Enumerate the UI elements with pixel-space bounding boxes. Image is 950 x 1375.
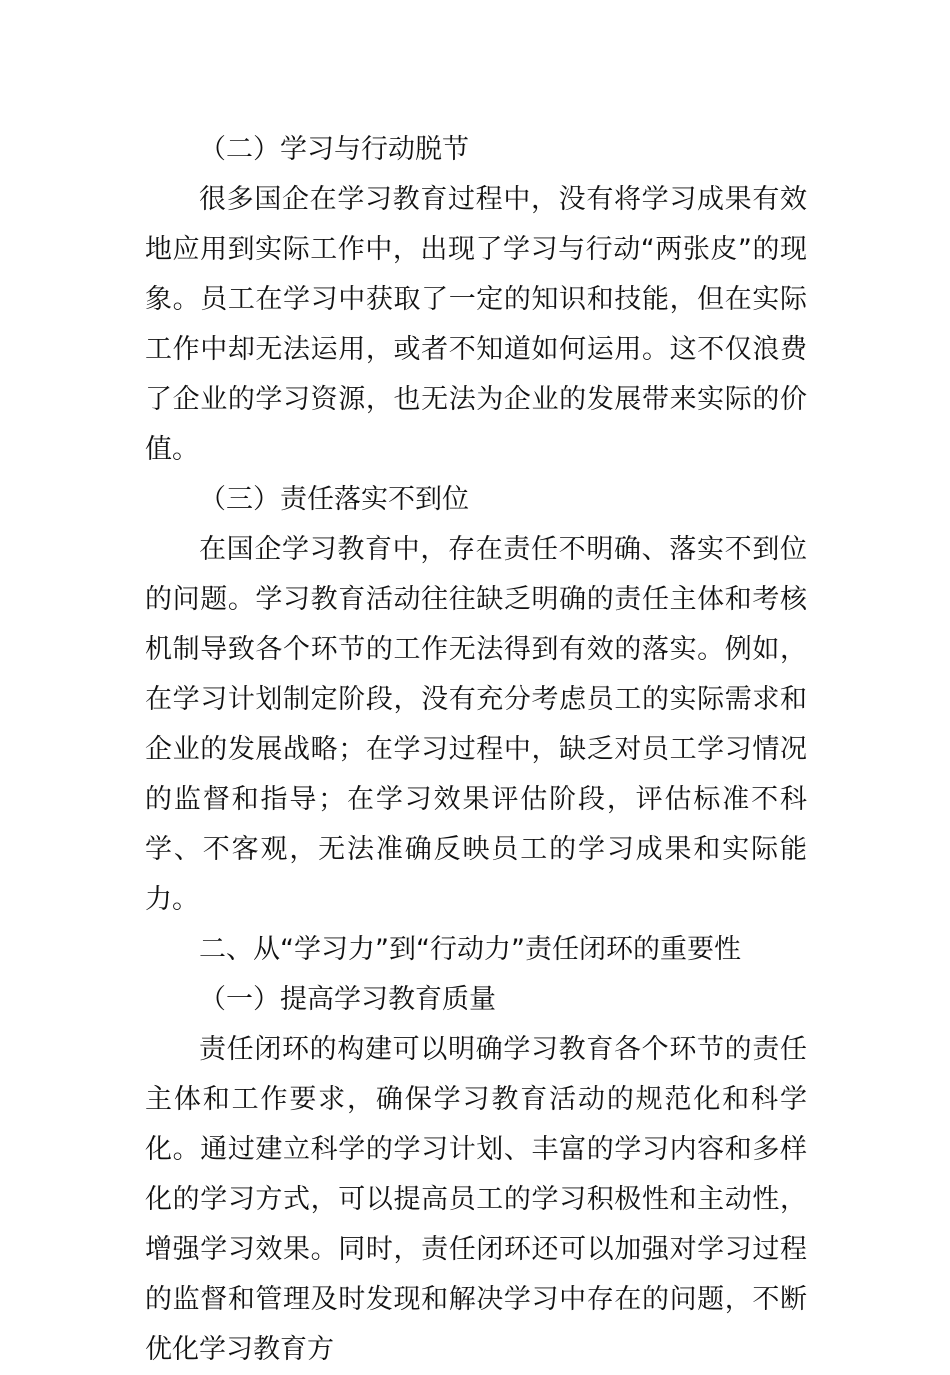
sub-heading-action-gap: （二）学习与行动脱节: [199, 134, 469, 165]
document-body: [145, 125, 807, 1375]
paragraph-responsibility: 在国企学习教育中，存在责任不明确、落实不到位的问题。学习教育活动往往缺乏明确的责任主体和考核机制导致各个环节的工作无法得到有效的落实。例如，在学习计划制定阶段，没有充分考虑员工的实际需求和企业的发展战略；在学习过程中，缺乏对员工学习情况的监督和指导；在学习效果评估阶段，评估标准不科学、不客观，无法准确反映员工的学习成果和实际能力。: [145, 534, 807, 915]
paragraph-action-gap: 很多国企在学习教育过程中，没有将学习成果有效地应用到实际工作中，出现了学习与行动“两张皮”的现象。员工在学习中获取了一定的知识和技能，但在实际工作中却无法运用，或者不知道如何运用。这不仅浪费了企业的学习资源，也无法为企业的发展带来实际的价值。: [145, 184, 807, 465]
paragraph-quality: 责任闭环的构建可以明确学习教育各个环节的责任主体和工作要求，确保学习教育活动的规范化和科学化。通过建立科学的学习计划、丰富的学习内容和多样化的学习方式，可以提高员工的学习积极性和主动性，增强学习效果。同时，责任闭环还可以加强对学习过程的监督和管理及时发现和解决学习中存在的问题，不断优化学习教育方: [145, 1034, 807, 1365]
sub-heading-responsibility: （三）责任落实不到位: [199, 484, 469, 515]
sub-heading-quality: （一）提高学习教育质量: [199, 984, 496, 1015]
section-heading-importance: 二、从“学习力”到“行动力”责任闭环的重要性: [199, 934, 741, 965]
